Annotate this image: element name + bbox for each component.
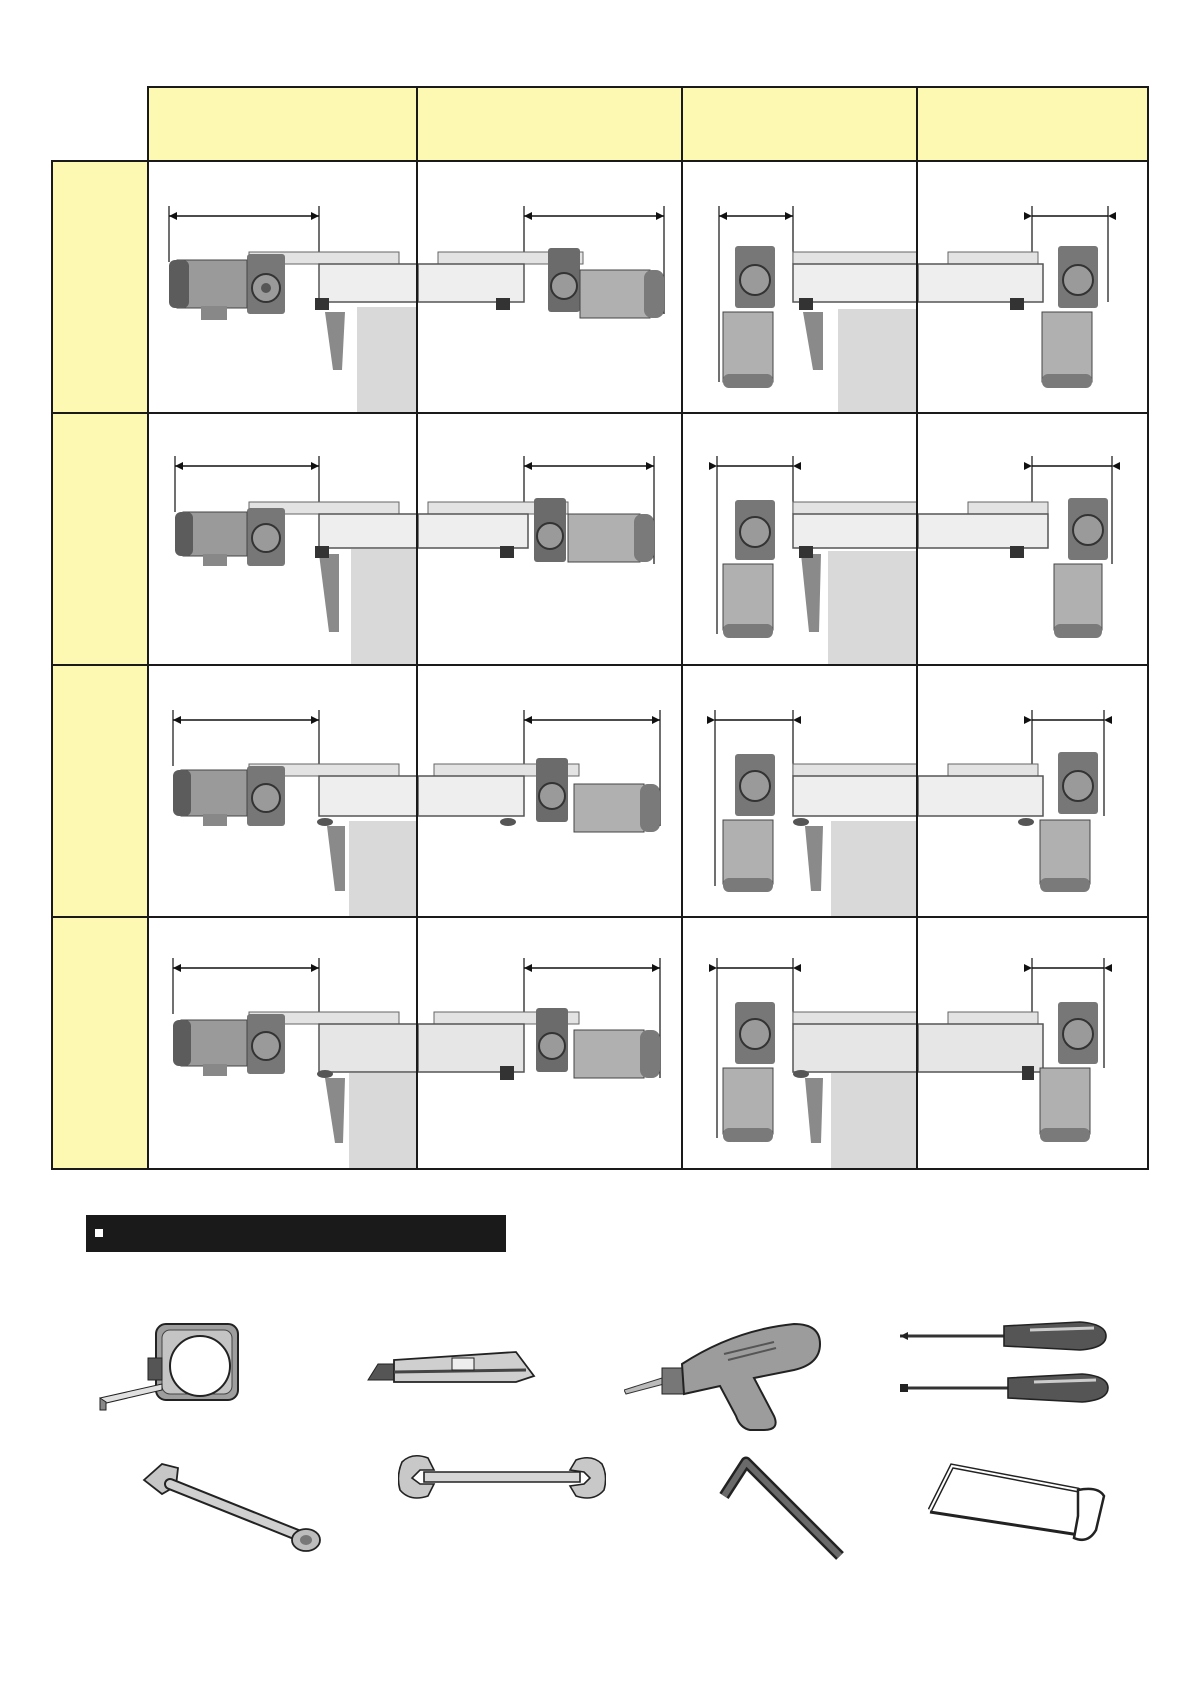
column-header-2 [416,86,683,162]
drive-drawing-r4c2 [416,916,683,1170]
drive-drawing-r4c1 [147,916,418,1170]
row-header-1 [51,160,149,414]
tools-section-banner [86,1215,506,1252]
drive-drawing-r2c2 [416,412,683,666]
drive-drawing-r1c3 [681,160,918,414]
power-drill-icon [624,1320,836,1432]
tape-measure-icon [96,1318,248,1418]
row-header-3 [51,664,149,918]
row-header-4 [51,916,149,1170]
allen-key-icon [716,1456,846,1566]
drive-drawing-r2c3 [681,412,918,666]
drive-drawing-r1c2 [416,160,683,414]
drive-drawing-r4c4 [916,916,1149,1170]
column-header-4 [916,86,1149,162]
socket-wrench-icon [140,1458,326,1554]
drive-drawing-r1c4 [916,160,1149,414]
drive-drawing-r2c4 [916,412,1149,666]
drive-drawing-r3c3 [681,664,918,918]
drive-drawing-r2c1 [147,412,418,666]
drive-drawing-r3c1 [147,664,418,918]
drive-drawing-r3c2 [416,664,683,918]
column-header-3 [681,86,918,162]
hacksaw-icon [928,1456,1108,1546]
drive-drawing-r1c1 [147,160,418,414]
screwdrivers-icon [900,1316,1110,1410]
column-header-1 [147,86,418,162]
utility-knife-icon [366,1342,536,1398]
bullet-square-icon [95,1229,103,1237]
drive-drawing-r4c3 [681,916,918,1170]
row-header-2 [51,412,149,666]
open-end-wrench-icon [398,1452,606,1504]
drive-drawing-r3c4 [916,664,1149,918]
